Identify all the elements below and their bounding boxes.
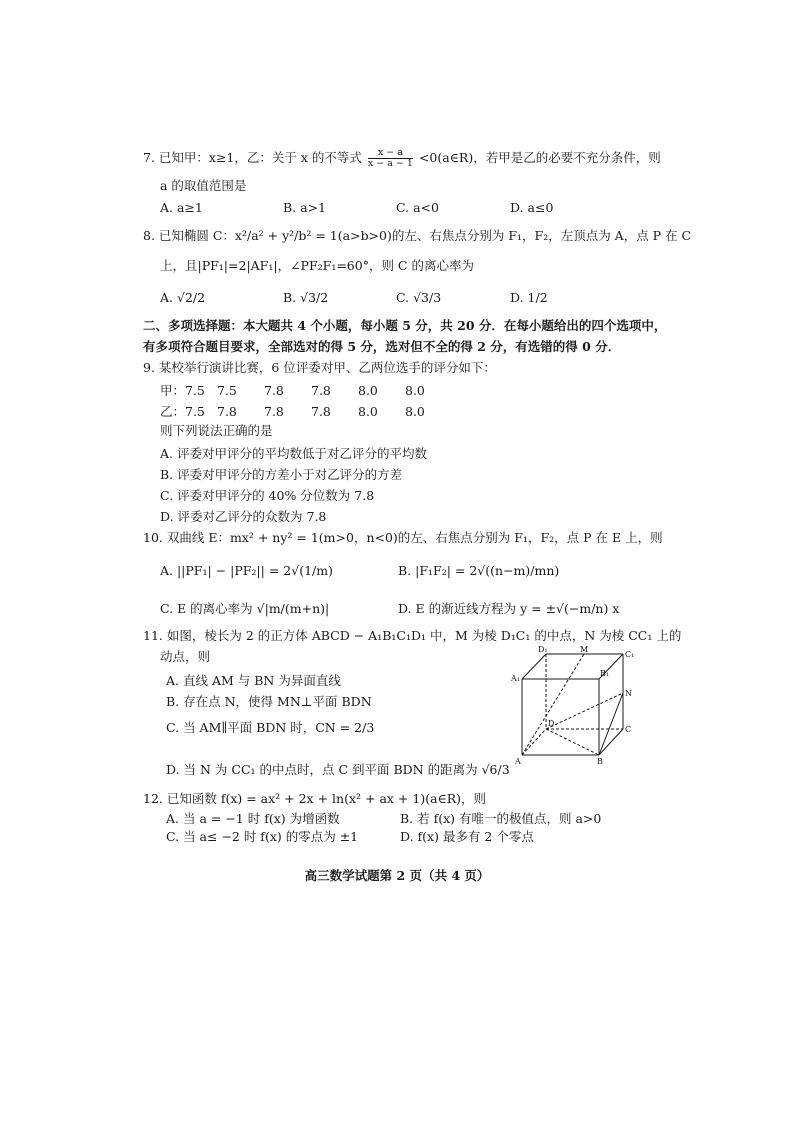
q9-jia-score-6: 8.0 [405, 383, 425, 398]
label-a1: A₁ [511, 674, 520, 683]
label-c: C [625, 725, 632, 734]
q12-option-a: A. 当 a = −1 时 f(x) 为增函数 [166, 811, 340, 826]
q9-yi-score-6: 8.0 [405, 404, 425, 419]
label-b: B [597, 757, 603, 766]
q11-option-d: D. 当 N 为 CC₁ 的中点时，点 C 到平面 BDN 的距离为 √6/3 [166, 762, 510, 777]
q9-yi-score-5: 8.0 [358, 404, 378, 419]
q9-jia-score-3: 7.8 [264, 383, 284, 398]
q12-option-b: B. 若 f(x) 有唯一的极值点，则 a>0 [400, 811, 602, 826]
q8-option-d: D. 1/2 [510, 290, 548, 305]
q8-option-b: B. √3/2 [283, 290, 329, 305]
q9-option-b: B. 评委对甲评分的方差小于对乙评分的方差 [160, 467, 403, 482]
q10-option-a: A. ||PF₁| − |PF₂|| = 2√(1/m) [160, 563, 333, 578]
label-a: A [515, 757, 521, 766]
q9-option-d: D. 评委对乙评分的众数为 7.8 [160, 509, 327, 524]
q9-ask: 则下列说法正确的是 [160, 423, 273, 438]
edge-b-c [599, 729, 623, 755]
q11-option-a: A. 直线 AM 与 BN 为异面直线 [166, 673, 341, 688]
q9-yi-score-2: 7.8 [217, 404, 237, 419]
q7-option-d: D. a≤0 [510, 200, 554, 215]
edge-a-d [522, 729, 546, 755]
q10-option-d: D. E 的渐近线方程为 y = ±√(−m/n) x [398, 601, 620, 616]
q9-option-c: C. 评委对甲评分的 40% 分位数为 7.8 [160, 488, 375, 503]
edge-a1-d1 [522, 654, 546, 679]
label-c1: C₁ [625, 650, 635, 659]
q8-option-a: A. √2/2 [160, 290, 206, 305]
label-d1: D₁ [538, 645, 548, 654]
q7-option-a: A. a≥1 [160, 200, 203, 215]
q11-option-c: C. 当 AM∥平面 BDN 时，CN = 2/3 [166, 720, 375, 735]
section2-line1: 二、多项选择题：本大题共 4 个小题，每小题 5 分，共 20 分．在每小题给出的四个选项中， [143, 318, 667, 333]
q7-option-b: B. a>1 [283, 200, 327, 215]
q11-stem-line2: 动点，则 [160, 649, 211, 664]
label-b1: B₁ [600, 669, 610, 678]
section2-line2: 有多项符合题目要求，全部选对的得 5 分，选对但不全的得 2 分，有选错的得 0 分． [143, 339, 621, 354]
label-m: M [580, 645, 589, 654]
q9-jia-score-5: 8.0 [358, 383, 378, 398]
q7-option-c: C. a<0 [396, 200, 439, 215]
segment-d-b [546, 729, 599, 755]
q7-fraction [368, 148, 413, 169]
q9-jia-score-2: 7.5 [217, 383, 237, 398]
q9-yi-score-4: 7.8 [311, 404, 331, 419]
q9-row-jia [160, 381, 452, 399]
q12-option-c: C. 当 a≤ −2 时 f(x) 的零点为 ±1 [166, 829, 359, 844]
q9-jia-score-4: 7.8 [311, 383, 331, 398]
q9-yi-score-1: 乙：7.5 [160, 404, 205, 419]
q7-fraction-denominator: x − a − 1 [367, 158, 413, 169]
q9-jia-score-1: 甲：7.5 [160, 383, 205, 398]
label-d: D [548, 719, 555, 728]
cube-figure [508, 643, 638, 768]
q7-stem [143, 148, 661, 169]
q10-option-b: B. |F₁F₂| = 2√((n−m)/mn) [398, 563, 560, 578]
q8-stem-line2: 上，且|PF₁|=2|AF₁|，∠PF₂F₁=60°，则 C 的离心率为 [160, 258, 474, 273]
q9-row-yi [160, 402, 452, 420]
q9-stem: 9. 某校举行演讲比赛，6 位评委对甲、乙两位选手的评分如下： [143, 360, 496, 375]
label-n: N [625, 689, 632, 698]
q9-option-a: A. 评委对甲评分的平均数低于对乙评分的平均数 [160, 446, 427, 461]
q7-stem-part-b: <0(a∈R)，若甲是乙的必要不充分条件，则 [418, 150, 661, 165]
q10-option-c: C. E 的离心率为 √|m/(m+n)| [160, 601, 330, 616]
q12-stem: 12. 已知函数 f(x) = ax² + 2x + ln(x² + ax + 1)(a∈R)，则 [143, 791, 487, 806]
q10-stem: 10. 双曲线 E：mx² + ny² = 1(m>0，n<0)的左、右焦点分别为 F₁，F₂，点 P 在 E 上，则 [143, 530, 663, 545]
q7-stem-part-a: 7. 已知甲：x≥1，乙：关于 x 的不等式 [143, 150, 362, 165]
q11-option-b: B. 存在点 N，使得 MN⊥平面 BDN [166, 694, 372, 709]
q12-option-d: D. f(x) 最多有 2 个零点 [400, 829, 534, 844]
q8-stem-line1: 8. 已知椭圆 C：x²/a² + y²/b² = 1(a>b>0)的左、右焦点分别为 F₁，F₂，左顶点为 A，点 P 在 C [143, 228, 692, 243]
q9-yi-score-3: 7.8 [264, 404, 284, 419]
page-footer: 高三数学试题第 2 页（共 4 页） [304, 868, 490, 883]
q8-option-c: C. √3/3 [396, 290, 442, 305]
q7-fraction-numerator: x − a [368, 148, 413, 159]
q11-stem-line1: 11. 如图，棱长为 2 的正方体 ABCD − A₁B₁C₁D₁ 中，M 为棱 D₁C₁ 的中点，N 为棱 CC₁ 上的 [143, 628, 682, 643]
q7-stem-line2: a 的取值范围是 [160, 178, 247, 193]
